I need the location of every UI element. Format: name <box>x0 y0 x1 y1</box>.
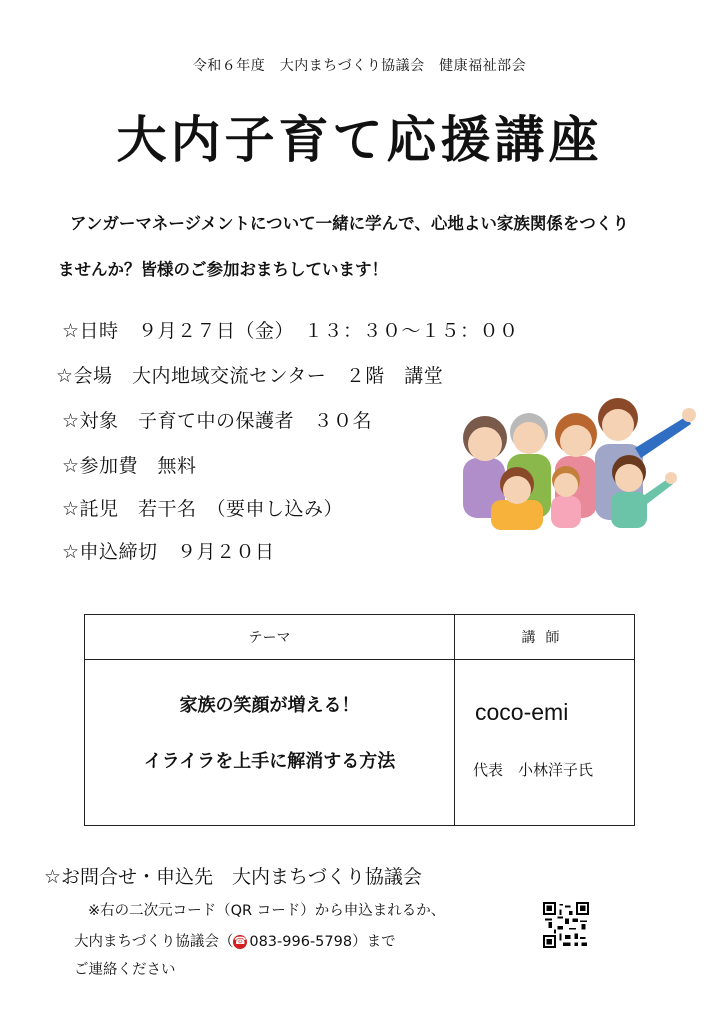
intro-line-2: ませんか？皆様のご参加おまちしています！ <box>58 260 388 279</box>
theme-line-2: イライラを上手に解消する方法 <box>143 751 396 772</box>
detail-venue: ☆会場 大内地域交流センター ２階 講堂 <box>56 365 444 387</box>
phone-icon: ☎ <box>234 936 247 947</box>
contact-note-closing: ご連絡ください <box>74 962 176 978</box>
intro-line-1: アンガーマネージメントについて一緒に学んで、心地よい家族関係をつくり <box>70 214 629 233</box>
theme-line-1: 家族の笑顔が増える！ <box>179 695 360 716</box>
contact-note-qr: ※右の二次元コード（QR コード）から申込まれるか、 <box>88 903 446 919</box>
lecturer-title: 代表 小林洋子氏 <box>473 761 594 779</box>
contact-heading: ☆お問合せ・申込先 大内まちづくり協議会 <box>44 866 422 888</box>
family-illustration-icon <box>455 396 700 531</box>
detail-childcare: ☆託児 若干名 （要申し込み） <box>62 498 344 520</box>
page-title: 大内子育て応援講座 <box>116 111 603 169</box>
organizer-subtitle: 令和６年度 大内まちづくり協議会 健康福祉部会 <box>192 58 527 74</box>
table-header-theme: テーマ <box>248 630 291 646</box>
qr-code-icon[interactable] <box>543 902 589 948</box>
detail-fee: ☆参加費 無料 <box>62 455 197 477</box>
detail-target: ☆対象 子育て中の保護者 ３０名 <box>62 410 373 432</box>
detail-deadline: ☆申込締切 ９月２０日 <box>62 541 275 563</box>
contact-note-phone <box>74 930 396 951</box>
lecturer-organization: coco-emi <box>475 699 569 725</box>
detail-datetime: ☆日時 ９月２７日（金） １３：３０～１５：００ <box>62 320 519 342</box>
table-divider-horizontal <box>85 659 634 660</box>
theme-lecturer-table <box>84 614 635 826</box>
contact-note-prefix: 大内まちづくり協議会（ <box>74 934 234 950</box>
contact-note-suffix: ）まで <box>352 934 396 950</box>
contact-phone-number[interactable]: 083-996-5798 <box>249 934 353 950</box>
table-header-lecturer: 講師 <box>521 630 570 646</box>
